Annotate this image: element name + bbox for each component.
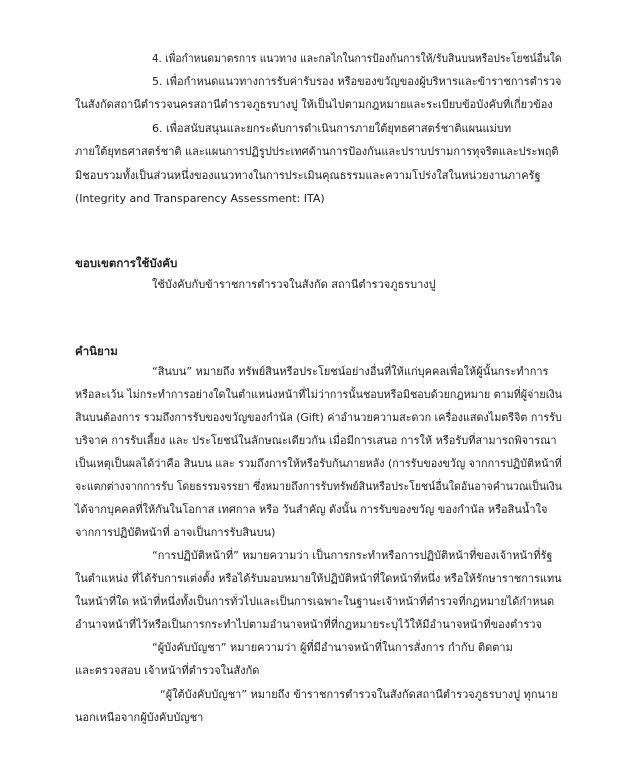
definitions-heading: คำนิยาม [75,344,118,358]
definition-line: “ผู้ใต้บังคับบัญชา” หมายถึง ข้าราชการตำรวจในสังกัดสถานีตำรวจภูธรบางปู ทุกนาย [160,688,558,701]
objective-5-continuation: ในสังกัดสถานีตำรวจนครสถานีตำรวจภูธรบางปู ให้เป็นไปตามกฎหมายและระเบียบข้อบังคับที่เกี่ยวข้อง [75,98,553,111]
definition-line: และตรวจสอบ เจ้าหน้าที่ตำรวจในสังกัด [75,664,260,677]
definition-line: ในตำแหน่ง ที่ได้รับการแต่งตั้ง หรือได้รับมอบหมายให้ปฏิบัติหน้าที่ใดหน้าที่หนึ่ง หรือให้รักษาราชการแทน [75,572,562,585]
definition-line: ในหน้าที่ใด หน้าที่หนึ่งทั้งเป็นการทั่วไปและเป็นการเฉพาะในฐานะเจ้าหน้าที่ตำรวจที่กฎหมายได้กำหนด [75,595,555,608]
definition-line: จากการปฏิบัติหน้าที่ อาจเป็นการรับสินบน) [75,526,276,539]
objective-4-line: 4. เพื่อกำหนดมาตรการ แนวทาง และกลไกในการป้องกันการให้/รับสินบนหรือประโยชน์อื่นใด [152,52,562,65]
definition-line: “ผู้บังคับบัญชา” หมายความว่า ผู้ที่มีอำนาจหน้าที่ในการสั่งการ กำกับ ติดตาม [152,641,513,654]
definition-line: เป็นเหตุเป็นผลได้ว่าคือ สินบน และ รวมถึงการให้หรือรับกันภายหลัง (การรับของขวัญ จากการปฏิบัติหน้าที่ [75,457,562,470]
definition-line: ได้จากบุคคลที่ให้กันในโอกาส เทศกาล หรือ วันสำคัญ ดังนั้น การรับของขวัญ ของกำนัล หรือสินน้ำใจ [75,503,548,516]
definition-line: หรือละเว้น ไม่กระทำการอย่างใดในตำแหน่งหน้าที่ไม่ว่าการนั้นชอบหรือมิชอบด้วยกฎหมาย ตามที่ผู้จ่ายเงิน [75,388,563,401]
objective-6-line: 6. เพื่อสนับสนุนและยกระดับการดำเนินการภายใต้ยุทธศาสตร์ชาติแผนแม่บท [152,122,512,135]
scope-text: ใช้บังคับกับข้าราชการตำรวจในสังกัด สถานีตำรวจภูธรบางปู [152,278,436,291]
definition-line: อำนาจหน้าที่ไว้หรือเป็นการกระทำไปตามอำนาจหน้าที่ที่กฎหมายระบุไว้ให้มีอำนาจหน้าที่ของตำรวจ [75,618,542,631]
scope-heading: ขอบเขตการใช้บังคับ [75,256,178,270]
definition-line: นอกเหนือจากผู้บังคับบัญชา [75,711,204,724]
objective-5-line: 5. เพื่อกำหนดแนวทางการรับค่ารับรอง หรือของขวัญของผู้บริหารและข้าราชการตำรวจ [152,75,562,88]
definition-line: “สินบน” หมายถึง ทรัพย์สินหรือประโยชน์อย่างอื่นที่ให้แก่บุคคลเพื่อให้ผู้นั้นกระทำการ [152,365,549,378]
definition-line: บริจาค การรับเลี้ยง และ ประโยชน์ในลักษณะเดียวกัน เมื่อมีการเสนอ การให้ หรือรับที่สามารถพิจารณา [75,434,557,447]
definition-line: “การปฏิบัติหน้าที่” หมายความว่า เป็นการกระทำหรือการปฏิบัติหน้าที่ของเจ้าหน้าที่รัฐ [152,549,553,562]
objective-6-continuation: ภายใต้ยุทธศาสตร์ชาติ และแผนการปฏิรูปประเทศด้านการป้องกันและปราบปรามการทุจริตและประพฤติ [75,145,559,158]
definition-line: จะแตกต่างจากการรับ โดยธรรมจรรยา ซึ่งหมายถึงการรับทรัพย์สินหรือประโยชน์อื่นใดอันอาจคำนวณเป็นเงิน [75,480,562,493]
objective-6-continuation: มิชอบรวมทั้งเป็นส่วนหนึ่งของแนวทางในการประเมินคุณธรรมและความโปร่งใสในหน่วยงานภาครัฐ [75,169,541,182]
definition-line: สินบนต้องการ รวมถึงการรับของขวัญของกำนัล (Gift) ค่าอำนวยความสะดวก เครื่องแสดงไมตรีจิต การรับ [75,411,562,424]
ita-line: (Integrity and Transparency Assessment: ITA) [75,192,325,205]
